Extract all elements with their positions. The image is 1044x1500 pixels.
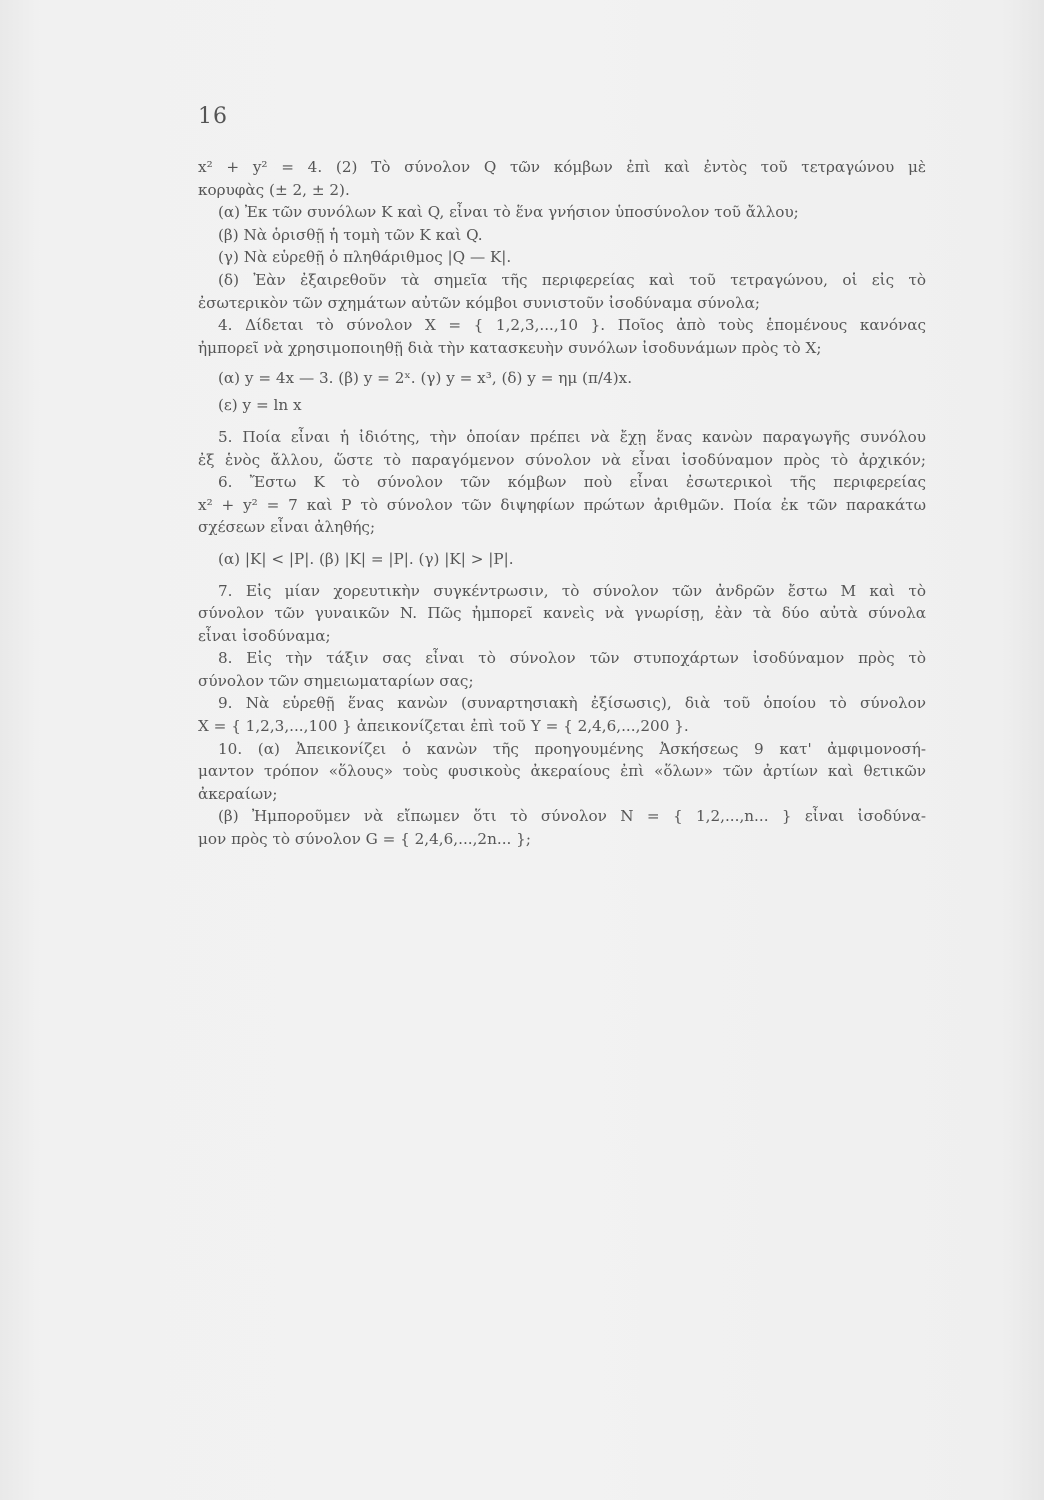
text-line: x² + y² = 4. (2) Τὸ σύνολον Q τῶν κόμβων ἐπὶ καὶ ἐντὸς τοῦ τετραγώνου μὲ [198,158,926,176]
options-line: (α) |K| < |P|. (β) |K| = |P|. (γ) |K| > |P|. [218,549,514,568]
options-line: (α) y = 4x — 3. (β) y = 2ˣ. (γ) y = x³, (δ) y = ημ (π/4)x. [218,369,633,388]
text-line: (β) Νὰ ὁρισθῇ ἡ τομὴ τῶν K καὶ Q. [218,225,483,244]
page-number: 16 [198,104,228,129]
text-line: ἀκεραίων; [198,784,278,803]
text-line: σύνολον τῶν σημειωματαρίων σας; [198,671,474,690]
text-line: X = { 1,2,3,...,100 } ἀπεικονίζεται ἐπὶ τοῦ Y = { 2,4,6,...,200 }. [198,717,689,736]
text-line: σχέσεων εἶναι ἀληθής; [198,518,376,537]
exercise-9-line: 9. Νὰ εὑρεθῇ ἕνας κανὼν (συναρτησιακὴ ἐξίσωσις), διὰ τοῦ ὁποίου τὸ σύνολον [218,694,926,713]
text-line: μον πρὸς τὸ σύνολον G = { 2,4,6,...,2n... }; [198,830,531,849]
text-line: μαντον τρόπον «ὅλους» τοὺς φυσικοὺς ἀκεραίους ἐπὶ «ὅλων» τῶν ἀρτίων καὶ θετικῶν [198,762,926,781]
text-line: (β) Ἠμποροῦμεν νὰ εἴπωμεν ὅτι τὸ σύνολον N = { 1,2,...,n... } εἶναι ἰσοδύνα- [218,807,926,826]
exercise-5-line: 5. Ποία εἶναι ἡ ἰδιότης, τὴν ὁποίαν πρέπει νὰ ἔχῃ ἕνας κανὼν παραγωγῆς συνόλου [218,427,926,446]
exercise-7-line: 7. Εἰς μίαν χορευτικὴν συγκέντρωσιν, τὸ σύνολον τῶν ἀνδρῶν ἔστω M καὶ τὸ [218,581,926,600]
text-line: ἐσωτερικὸν τῶν σχημάτων αὐτῶν κόμβοι συνιστοῦν ἰσοδύναμα σύνολα; [198,293,761,312]
text-line: ἠμπορεῖ νὰ χρησιμοποιηθῇ διὰ τὴν κατασκευὴν συνόλων ἰσοδυνάμων πρὸς τὸ X; [198,338,822,357]
text-line: (δ) Ἐὰν ἐξαιρεθοῦν τὰ σημεῖα τῆς περιφερείας καὶ τοῦ τετραγώνου, οἱ εἰς τὸ [218,270,926,289]
text-line: (γ) Νὰ εὑρεθῇ ὁ πληθάριθμος |Q — K|. [218,248,512,267]
text-line: εἶναι ἰσοδύναμα; [198,626,331,645]
exercise-4-line: 4. Δίδεται τὸ σύνολον X = { 1,2,3,...,10 }. Ποῖος ἀπὸ τοὺς ἑπομένους κανόνας [218,316,926,335]
exercise-10-line: 10. (α) Ἀπεικονίζει ὁ κανὼν τῆς προηγουμένης Ἀσκήσεως 9 κατ' ἀμφιμονοσή- [218,739,926,758]
text-line: (α) Ἐκ τῶν συνόλων K καὶ Q, εἶναι τὸ ἕνα γνήσιον ὑποσύνολον τοῦ ἄλλου; [218,203,799,222]
text-line: ἐξ ἑνὸς ἄλλου, ὥστε τὸ παραγόμενον σύνολον νὰ εἶναι ἰσοδύναμον πρὸς τὸ ἀρχικόν; [198,450,926,469]
text-block [198,156,926,851]
exercise-8-line: 8. Εἰς τὴν τάξιν σας εἶναι τὸ σύνολον τῶν στυποχάρτων ἰσοδύναμον πρὸς τὸ [218,649,926,668]
exercise-6-line: 6. Ἔστω K τὸ σύνολον τῶν κόμβων ποὺ εἶναι ἐσωτερικοὶ τῆς περιφερείας [218,473,926,492]
text-line: (ε) y = ln x [218,396,302,415]
text-line: σύνολον τῶν γυναικῶν N. Πῶς ἠμπορεῖ κανεὶς νὰ γνωρίσῃ, ἐὰν τὰ δύο αὐτὰ σύνολα [198,604,926,623]
text-line: x² + y² = 7 καὶ P τὸ σύνολον τῶν διψηφίων πρώτων ἀριθμῶν. Ποία ἐκ τῶν παρακάτω [198,495,926,514]
text-line: κορυφὰς (± 2, ± 2). [198,180,350,199]
